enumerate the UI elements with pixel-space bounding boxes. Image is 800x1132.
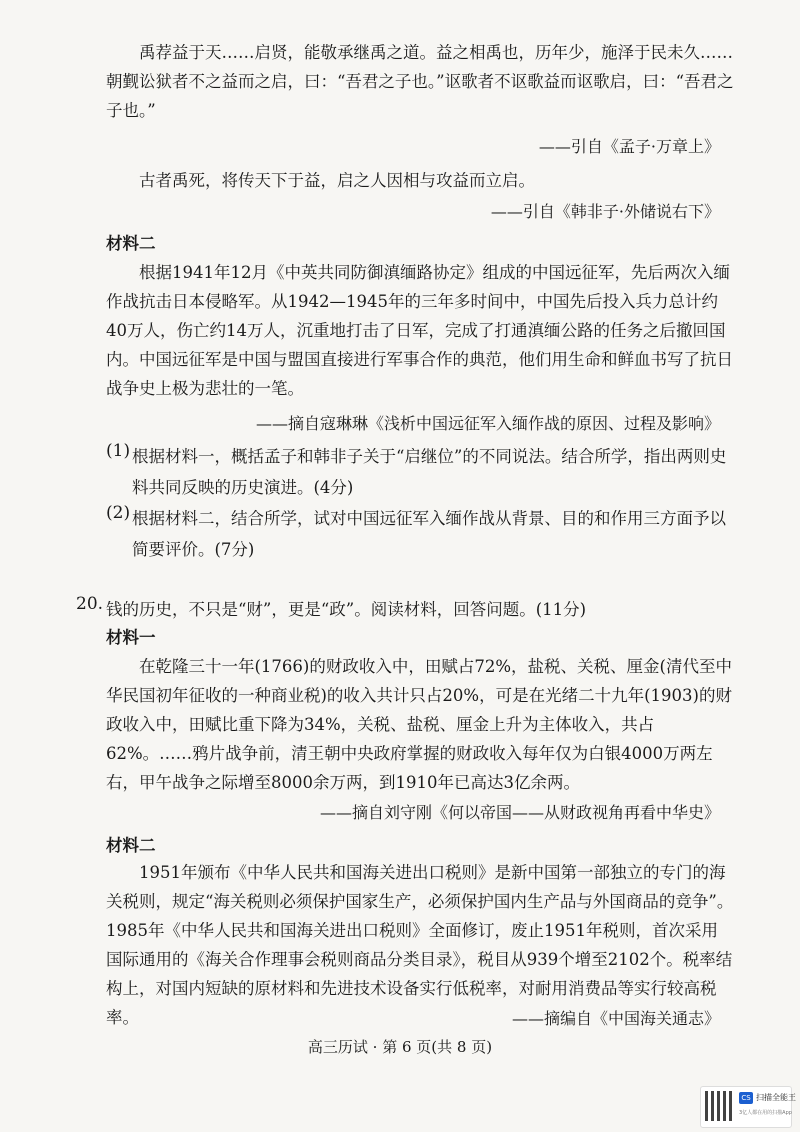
- question-1-label: (1): [106, 441, 131, 461]
- question-1-text: 根据材料一，概括孟子和韩非子关于“启继位”的不同说法。结合所学，指出两则史料共同反映的历史演进。(4分): [132, 447, 727, 497]
- q20-material-two-text: 1951年颁布《中华人民共和国海关进出口税则》是新中国第一部独立的专门的海关税则，规定“海关税则必须保护国家生产，必须保护国内生产品与外国商品的竞争”。1985年《中华人民共和国海关进出口税则》全面修订，废止1951年税则，首次采用国际通用的《海关合作理事会税则商品分类目录》，税目从939个增至2102个。税率结构上，对国内短缺的原材料和先进技术设备实行低税率，对耐用消费品等实行较高税率。: [106, 863, 734, 1027]
- q20-material-one-source: ——摘自刘守刚《何以帝国——从财政视角再看中华史》: [319, 803, 720, 822]
- q20-material-one-heading: 材料一: [106, 628, 156, 647]
- scanner-app-name: 扫描全能王: [756, 1093, 796, 1102]
- question-2-label: (2): [106, 503, 131, 523]
- hanfeizi-quote: 古者禹死，将传天下于益，启之人因相与攻益而立启。: [139, 171, 535, 190]
- question-2-text: 根据材料二，结合所学，试对中国远征军入缅作战从背景、目的和作用三方面予以简要评价。(7分): [132, 509, 726, 559]
- mencius-quote: 禹荐益于天……启贤，能敬承继禹之道。益之相禹也，历年少，施泽于民未久……朝觐讼狱者不之益而之启，曰：“吾君之子也。”讴歌者不讴歌益而讴歌启，曰：“吾君之子也。”: [106, 43, 734, 120]
- page-footer: 高三历试 · 第 6 页(共 8 页): [307, 1038, 493, 1056]
- mencius-source: ——引自《孟子·万章上》: [538, 137, 720, 156]
- qr-code-icon: [705, 1091, 735, 1121]
- question-20-prompt: 钱的历史，不只是“财”，更是“政”。阅读材料，回答问题。(11分): [106, 600, 587, 619]
- scanner-watermark: [700, 1086, 796, 1128]
- q20-material-two-source: ——摘编自《中国海关通志》: [511, 1009, 720, 1028]
- q20-material-two-heading: 材料二: [106, 836, 156, 855]
- hanfeizi-source: ——引自《韩非子·外储说右下》: [490, 202, 720, 221]
- question-20-number: 20.: [76, 594, 104, 614]
- q20-material-one-text: 在乾隆三十一年(1766)的财政收入中，田赋占72%，盐税、关税、厘金(清代至中华民国初年征收的一种商业税)的收入共计只占20%，可是在光绪二十九年(1903)的财政收入中，田赋比重下降为34%，关税、盐税、厘金上升为主体收入，共占62%。……鸦片战争前，清王朝中央政府掌握的财政收入每年仅为白银4000万两左右，甲午战争之际增至8000余万两，到1910年已高达3亿余两。: [106, 657, 732, 792]
- camscanner-logo: CS: [739, 1092, 753, 1104]
- material-two-text: 根据1941年12月《中英共同防御滇缅路协定》组成的中国远征军，先后两次入缅作战抗击日本侵略军。从1942—1945年的三年多时间中，中国先后投入兵力总计约40万人，伤亡约14万人，沉重地打击了日军，完成了打通滇缅公路的任务之后撤回国内。中国远征军是中国与盟国直接进行军事合作的典范，他们用生命和鲜血书写了抗日战争史上极为悲壮的一笔。: [106, 263, 733, 398]
- material-two-heading: 材料二: [106, 234, 156, 253]
- scanner-tagline: 3亿人都在用的扫描App: [739, 1110, 792, 1116]
- material-two-source: ——摘自寇琳琳《浅析中国远征军入缅作战的原因、过程及影响》: [255, 414, 720, 433]
